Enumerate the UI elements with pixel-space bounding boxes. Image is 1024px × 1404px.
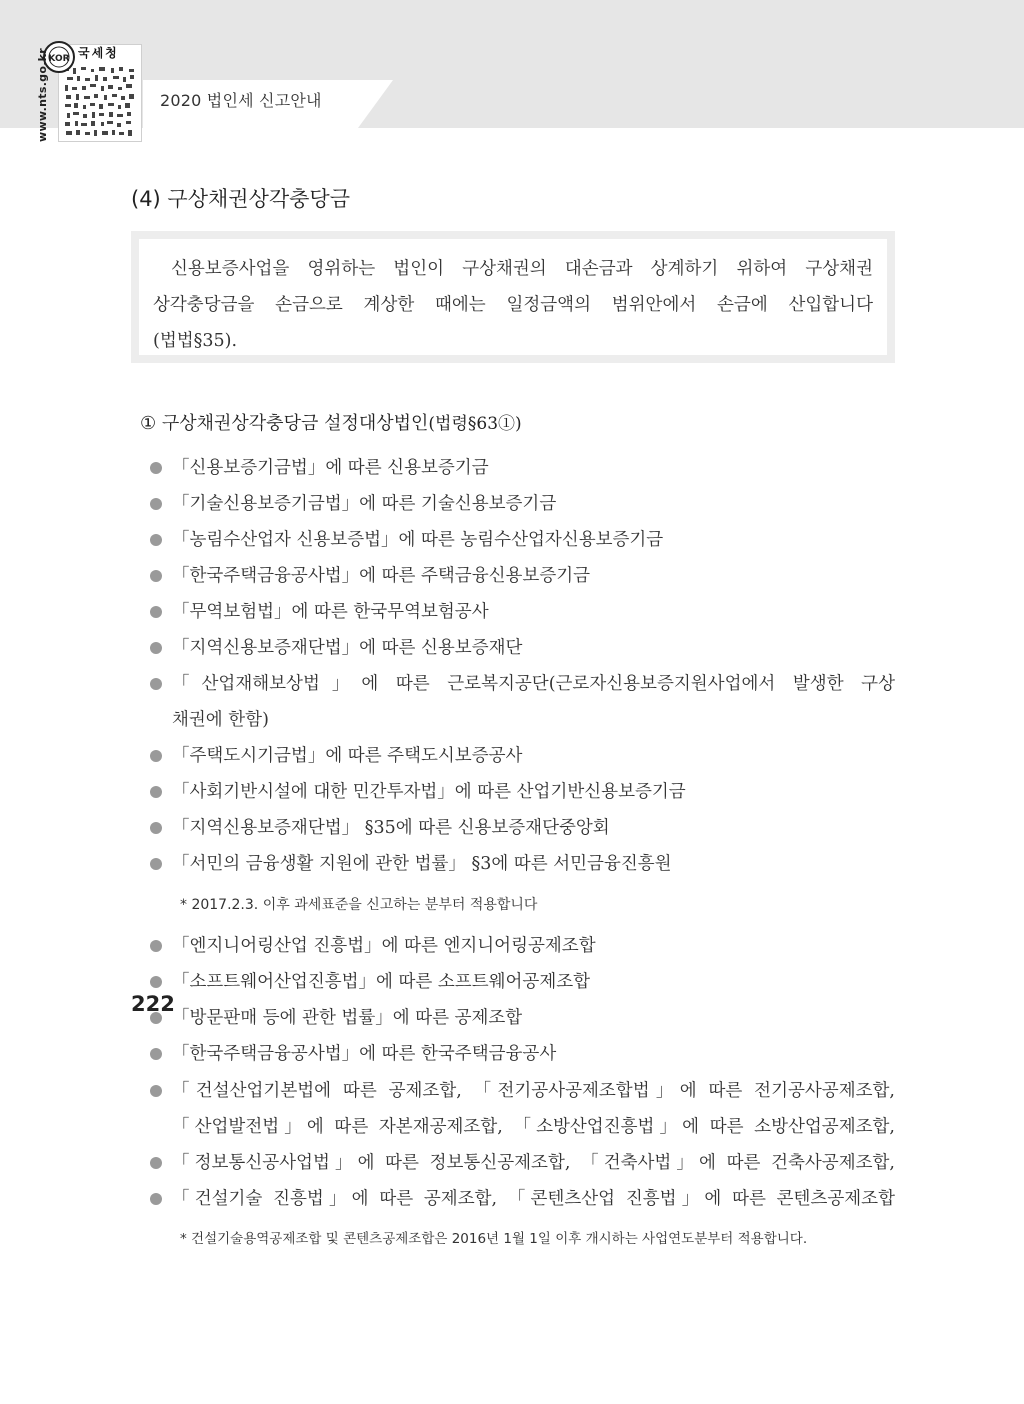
- bullet-icon: [150, 606, 162, 618]
- list-item-text: 「지역신용보증재단법」 §35에 따른 신용보증재단중앙회: [172, 818, 610, 838]
- list-item-text: 「엔지니어링산업 진흥법」에 따른 엔지니어링공제조합: [172, 936, 596, 956]
- bullet-icon: [150, 462, 162, 474]
- list-item-text: 「서민의 금융생활 지원에 관한 법률」 §3에 따른 서민금융진흥원: [172, 854, 672, 874]
- bullet-icon: [150, 1157, 162, 1169]
- bullet-icon: [150, 786, 162, 798]
- list-item-text: 「방문판매 등에 관한 법률」에 따른 공제조합: [172, 1008, 523, 1028]
- summary-text: [139, 239, 887, 355]
- bullet-icon: [150, 976, 162, 988]
- list-item-text: 「지역신용보증재단법」에 따른 신용보증재단: [172, 638, 523, 658]
- subsection-reference: (법령§63①): [428, 414, 522, 434]
- list-item-continuation: 「산업발전법」에 따른 자본재공제조합, 「소방산업진흥법」에 따른 소방산업공제조합,: [172, 1117, 895, 1137]
- summary-line: 상각충당금을 손금으로 계상한 때에는 일정금액의 범위안에서 손금에 산입합니다: [153, 295, 873, 315]
- summary-line: (법법§35).: [153, 331, 238, 351]
- subsection-heading: [140, 409, 522, 435]
- site-url: www.nts.go.kr: [36, 47, 49, 142]
- page-number: 222: [131, 992, 175, 1016]
- list-item-text: 「한국주택금융공사법」에 따른 한국주택금융공사: [172, 1044, 557, 1064]
- section-heading: (4) 구상채권상각충당금: [131, 187, 350, 211]
- bullet-icon: [150, 498, 162, 510]
- footnote-2: * 건설기술용역공제조합 및 콘텐츠공제조합은 2016년 1월 1일 이후 개시하는 사업연도분부터 적용합니다.: [180, 1231, 808, 1247]
- list-item-text: 「사회기반시설에 대한 민간투자법」에 따른 산업기반신용보증기금: [172, 782, 686, 802]
- document-title: 2020 법인세 신고안내: [160, 91, 322, 110]
- list-item-text: 「한국주택금융공사법」에 따른 주택금융신용보증기금: [172, 566, 591, 586]
- list-item-text: 「소프트웨어산업진흥법」에 따른 소프트웨어공제조합: [172, 972, 591, 992]
- list-item-text: 「주택도시기금법」에 따른 주택도시보증공사: [172, 746, 523, 766]
- summary-line: 신용보증사업을 영위하는 법인이 구상채권의 대손금과 상계하기 위하여 구상채권: [171, 259, 873, 279]
- bullet-icon: [150, 1193, 162, 1205]
- list-item-continuation: 채권에 한함): [172, 710, 269, 730]
- summary-box: [131, 231, 895, 363]
- bullet-icon: [150, 1085, 162, 1097]
- bullet-icon: [150, 822, 162, 834]
- list-item-text: 「정보통신공사업법」에 따른 정보통신공제조합, 「건축사법」에 따른 건축사공제조합,: [172, 1153, 895, 1173]
- list-item-text: 「건설기술 진흥법」에 따른 공제조합, 「콘텐츠산업 진흥법」에 따른 콘텐츠공제조합: [172, 1189, 895, 1209]
- bullet-icon: [150, 642, 162, 654]
- list-item-text: 「무역보험법」에 따른 한국무역보험공사: [172, 602, 489, 622]
- qr-pattern: [63, 65, 137, 139]
- logo-text: KOR: [48, 54, 70, 64]
- list-item-text: 「농림수산업자 신용보증법」에 따른 농림수산업자신용보증기금: [172, 530, 664, 550]
- list-item-text: 「기술신용보증기금법」에 따른 기술신용보증기금: [172, 494, 557, 514]
- agency-name: 국세청: [78, 46, 119, 60]
- bullet-icon: [150, 570, 162, 582]
- subsection-title: ① 구상채권상각충당금 설정대상법인: [140, 413, 429, 434]
- bullet-icon: [150, 1048, 162, 1060]
- bullet-icon: [150, 940, 162, 952]
- bullet-icon: [150, 750, 162, 762]
- list-item-text: 「신용보증기금법」에 따른 신용보증기금: [172, 458, 489, 478]
- footnote-1: * 2017.2.3. 이후 과세표준을 신고하는 분부터 적용합니다: [180, 897, 538, 913]
- list-item-text: 「건설산업기본법에 따른 공제조합, 「전기공사공제조합법」에 따른 전기공사공제조합,: [172, 1081, 895, 1101]
- bullet-icon: [150, 534, 162, 546]
- bullet-icon: [150, 858, 162, 870]
- bullet-icon: [150, 678, 162, 690]
- list-item-text: 「산업재해보상법」에 따른 근로복지공단(근로자신용보증지원사업에서 발생한 구상: [172, 674, 895, 694]
